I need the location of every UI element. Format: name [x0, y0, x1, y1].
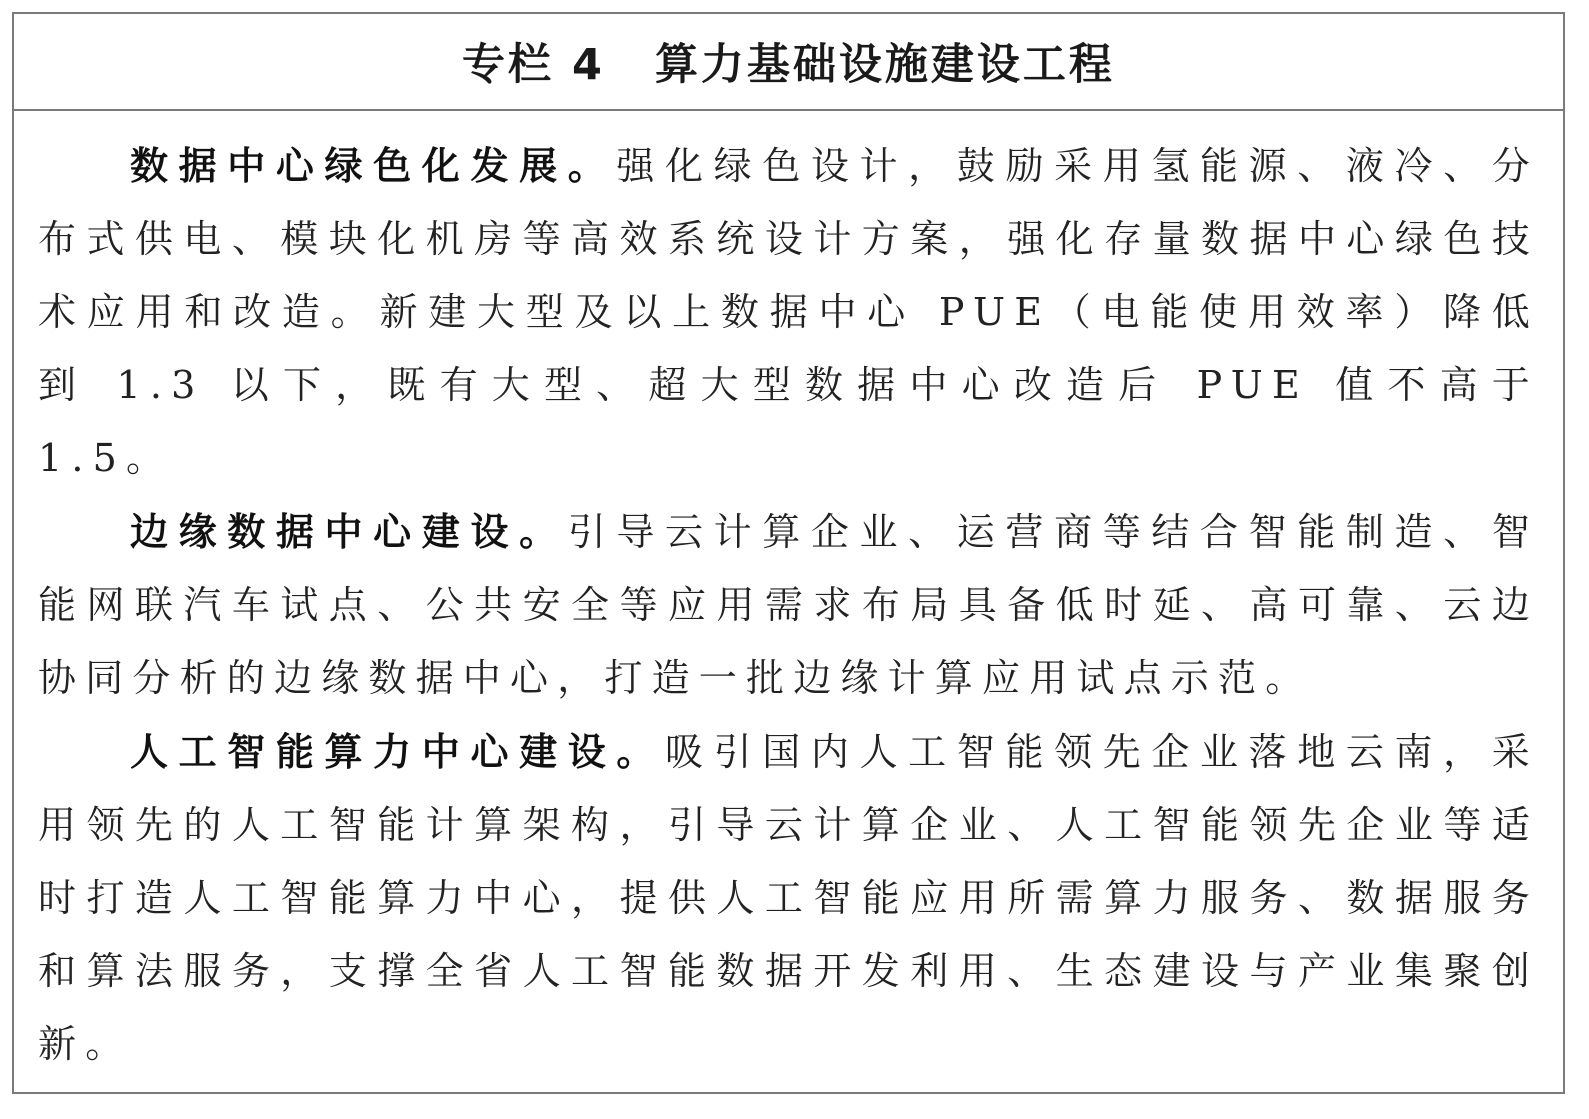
- column-title: 算力基础设施建设工程: [654, 40, 1115, 90]
- paragraph-edge-datacenter: [38, 495, 1539, 715]
- paragraph-lead: 边缘数据中心建设。: [130, 509, 568, 554]
- paragraph-green-datacenter: [38, 129, 1539, 495]
- paragraph-ai-compute-center: [38, 715, 1539, 1081]
- column-body: [14, 111, 1563, 1081]
- paragraph-lead: 人工智能算力中心建设。: [130, 729, 665, 774]
- paragraph-text: 吸引国内人工智能领先企业落地云南，采用领先的人工智能计算架构，引导云计算企业、人工智能领先企业等适时打造人工智能算力中心，提供人工智能应用所需算力服务、数据服务和算法服务，支撑全省人工智能数据开发利用、生态建设与产业集聚创新。: [38, 730, 1540, 1066]
- paragraph-text: 强化绿色设计，鼓励采用氢能源、液冷、分布式供电、模块化机房等高效系统设计方案，强化存量数据中心绿色技术应用和改造。新建大型及以上数据中心 PUE（电能使用效率）降低到 1.3 以下，既有大型、超大型数据中心改造后 PUE 值不高于 1.5。: [38, 144, 1539, 480]
- column-header: [14, 14, 1563, 111]
- paragraph-text: 引导云计算企业、运营商等结合智能制造、智能网联汽车试点、公共安全等应用需求布局具备低时延、高可靠、云边协同分析的边缘数据中心，打造一批边缘计算应用试点示范。: [38, 510, 1539, 700]
- paragraph-lead: 数据中心绿色化发展。: [130, 143, 617, 188]
- column-label: 专栏 4: [462, 40, 605, 90]
- column-box: [12, 12, 1565, 1094]
